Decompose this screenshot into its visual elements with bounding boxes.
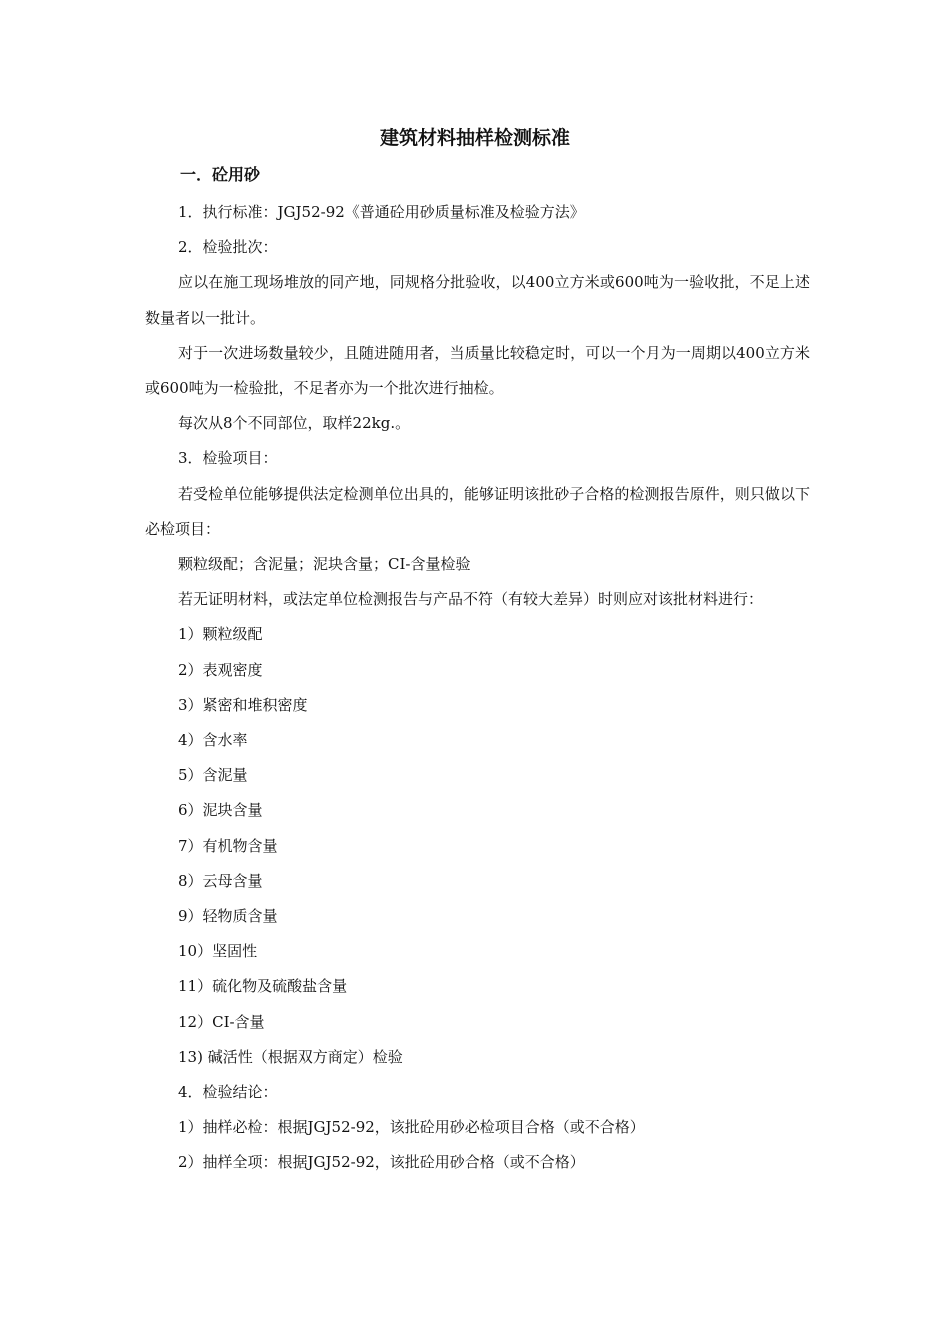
standard-line: 1．执行标准：JGJ52-92《普通砼用砂质量标准及检验方法》: [178, 203, 585, 221]
section-body: [145, 195, 810, 1181]
list-item: 3）紧密和堆积密度: [178, 695, 308, 714]
section-heading-sand: 一．砼用砂: [180, 165, 261, 184]
batch-heading: 2．检验批次：: [178, 238, 278, 257]
list-item: 4）含水率: [178, 731, 248, 750]
list-item: 5）含泥量: [178, 766, 248, 785]
list-item: 11）硫化物及硫酸盐含量: [178, 977, 348, 996]
list-item: 7）有机物含量: [178, 836, 278, 855]
items-paragraph-2: 若无证明材料，或法定单位检测报告与产品不符（有较大差异）时则应对该批材料进行：: [178, 590, 764, 609]
batch-paragraph-1: 应以在施工现场堆放的同产地，同规格分批验收，以400立方米或600吨为一验收批，不足上述数量者以一批计。: [145, 273, 810, 327]
list-item: 1）颗粒级配: [178, 625, 263, 644]
items-paragraph-1: 若受检单位能够提供法定检测单位出具的，能够证明该批砂子合格的检测报告原件，则只做以下必检项目：: [145, 484, 810, 538]
conclusion-line: 1）抽样必检：根据JGJ52-92，该批砼用砂必检项目合格（或不合格）: [178, 1118, 645, 1137]
document-title: 建筑材料抽样检测标准: [379, 127, 570, 149]
list-item: 9）轻物质含量: [178, 907, 278, 926]
list-item: 6）泥块含量: [178, 801, 263, 820]
list-item: 12）CI-含量: [178, 1012, 265, 1031]
list-item: 13) 碱活性（根据双方商定）检验: [178, 1047, 403, 1066]
batch-paragraph-2: 对于一次进场数量较少，且随进随用者，当质量比较稳定时，可以一个月为一周期以400立方米或600吨为一检验批，不足者亦为一个批次进行抽检。: [145, 343, 810, 398]
sampling-line: 每次从8个不同部位，取样22kg.。: [178, 414, 411, 433]
conclusion-heading: 4．检验结论：: [178, 1083, 278, 1102]
items-heading: 3．检验项目：: [178, 449, 278, 468]
conclusion-line: 2）抽样全项：根据JGJ52-92，该批砼用砂合格（或不合格）: [178, 1153, 585, 1172]
list-item: 10）坚固性: [178, 942, 258, 961]
list-item: 2）表观密度: [178, 660, 263, 679]
list-item: 8）云母含量: [178, 871, 263, 890]
required-items-line: 颗粒级配；含泥量；泥块含量；CI-含量检验: [178, 555, 471, 574]
